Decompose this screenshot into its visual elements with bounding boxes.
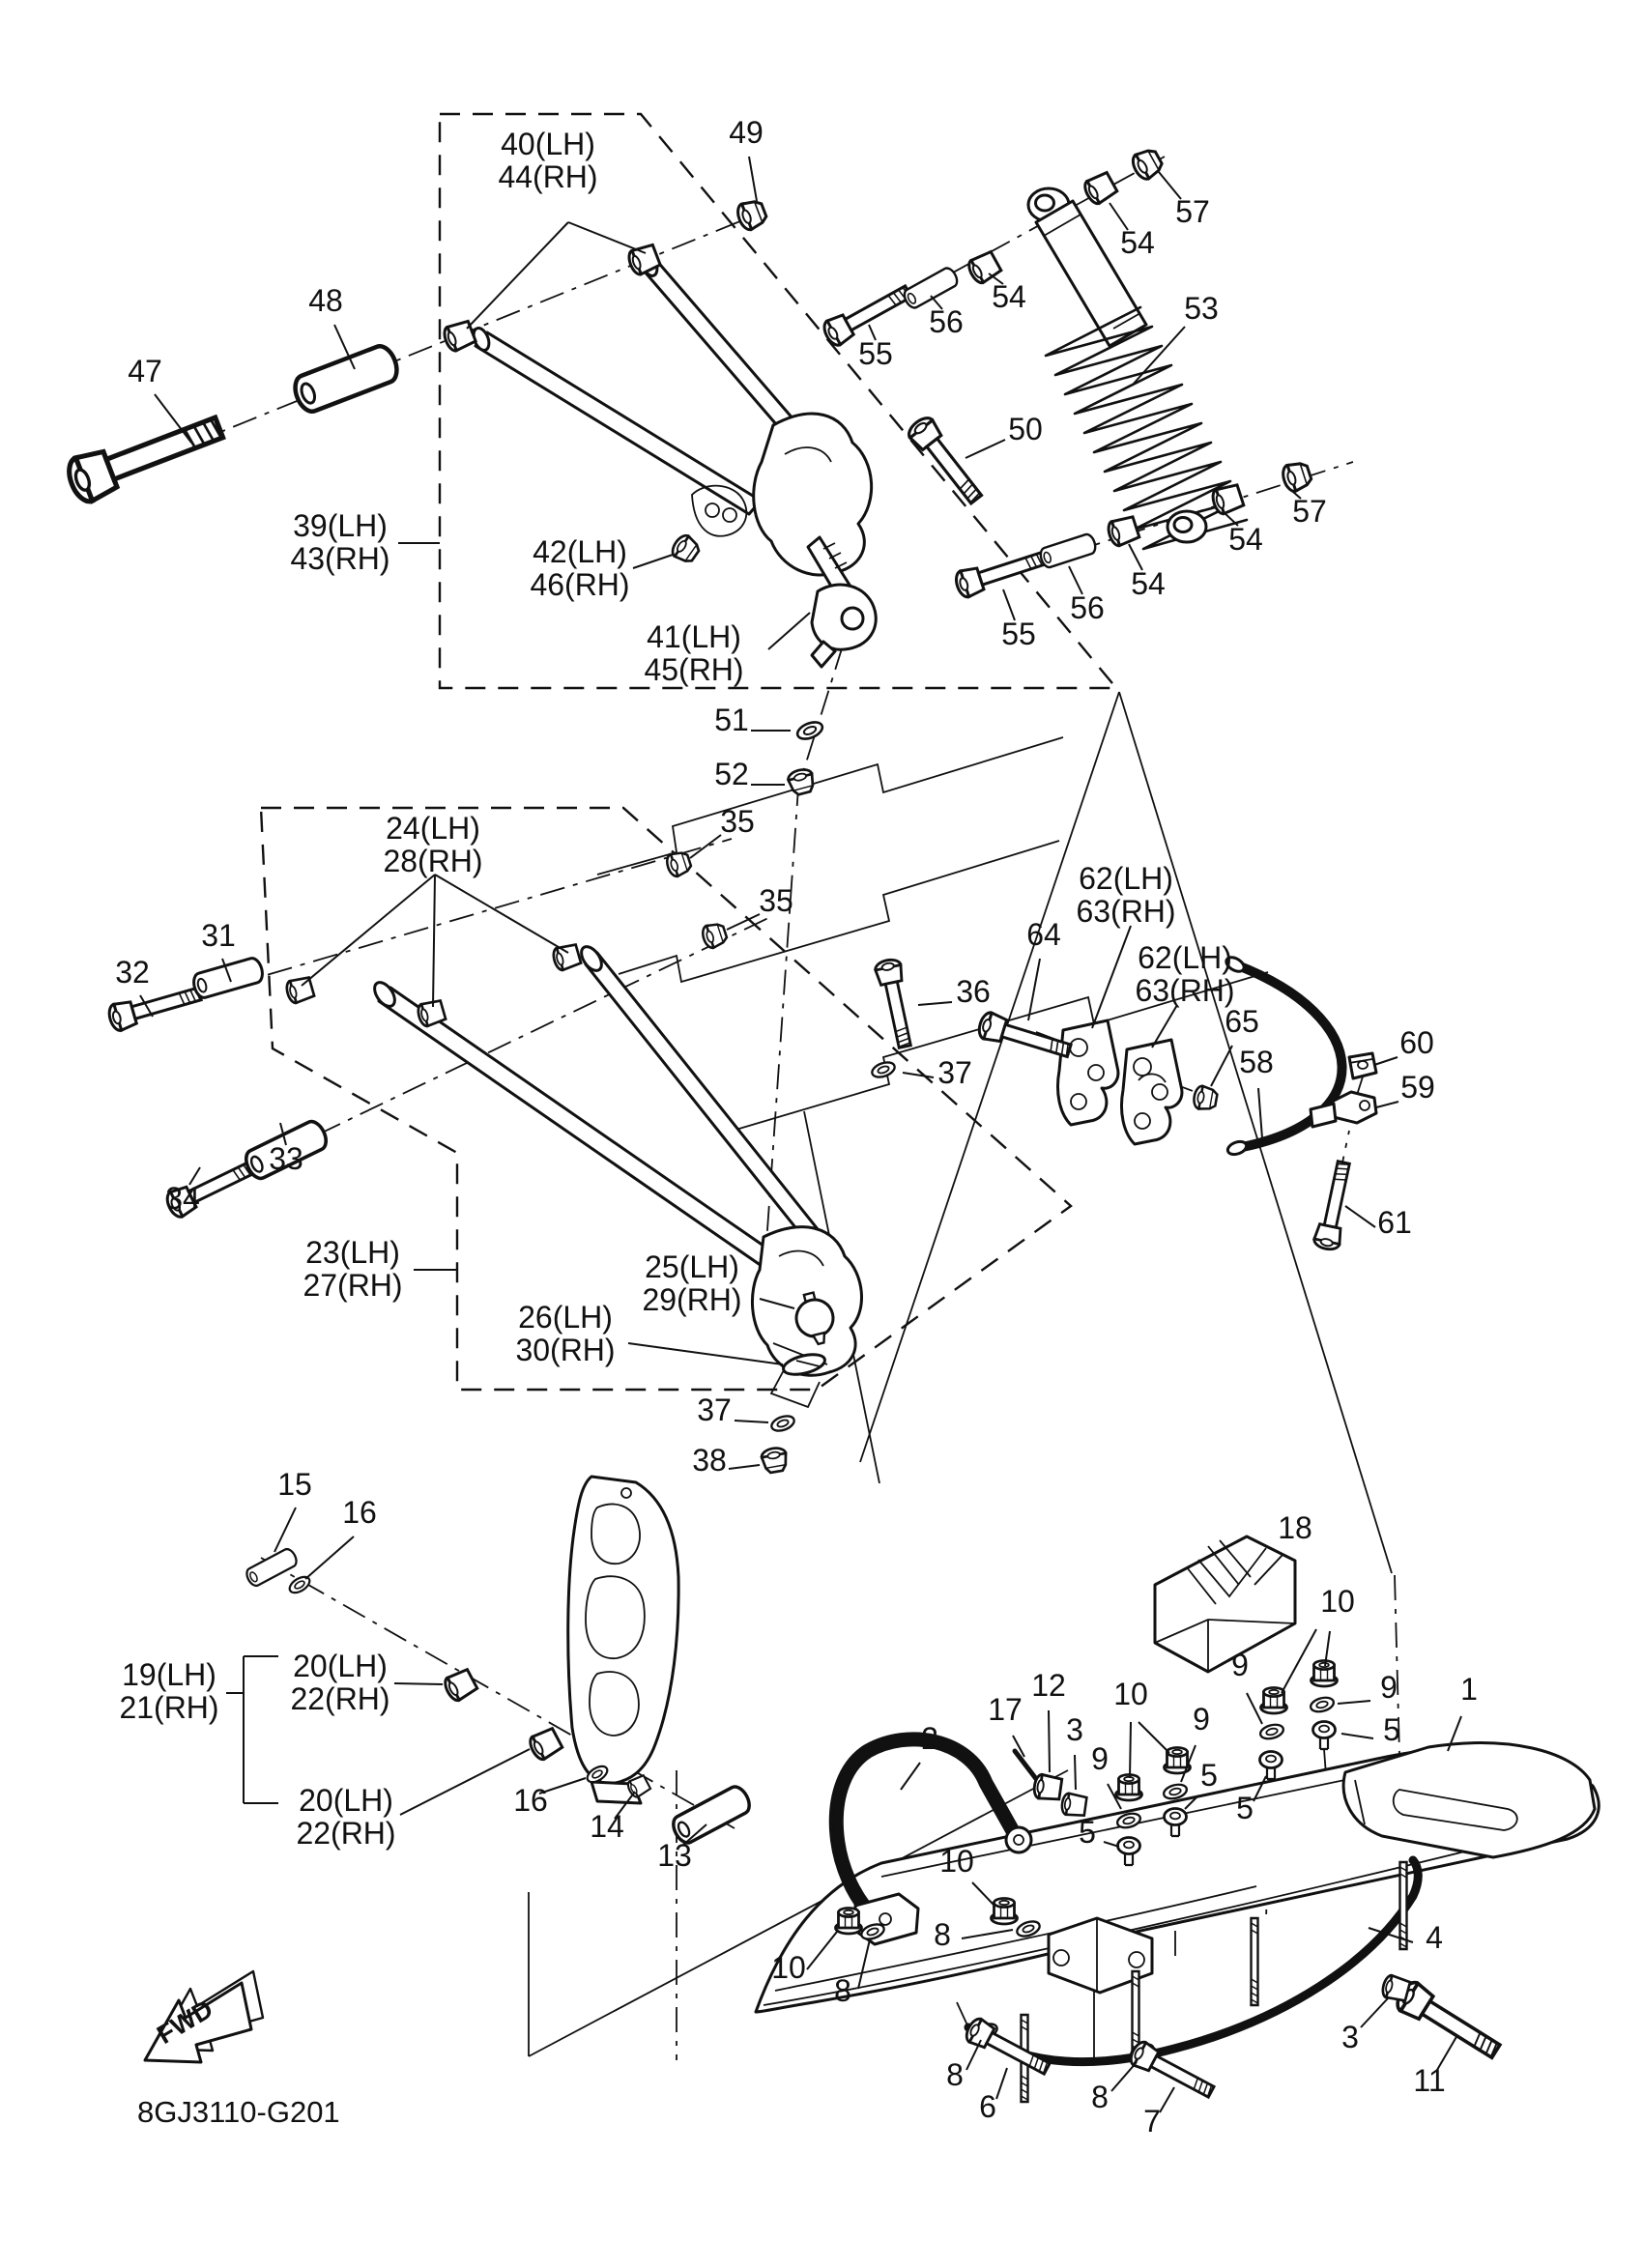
fwd-label: FWD — [152, 1994, 218, 2050]
callout-label-8d: 8 — [1091, 2080, 1109, 2114]
callout-leader — [394, 1683, 443, 1684]
callout-label-7: 7 — [1143, 2104, 1161, 2139]
callout-37b — [697, 1392, 768, 1427]
callout-label-10d: 10 — [771, 1950, 806, 1985]
callout-34 — [165, 1167, 200, 1216]
callout-label-15: 15 — [277, 1467, 312, 1502]
callout-label-6: 6 — [979, 2089, 996, 2124]
callout-3b — [1341, 1998, 1388, 2054]
callout-leader — [568, 222, 646, 253]
callout-leader — [690, 835, 721, 858]
callout-10b — [1113, 1677, 1169, 1778]
nut-52 — [787, 767, 817, 796]
callout-leader — [1092, 926, 1131, 1028]
callout-label-33: 33 — [269, 1141, 303, 1176]
callout-label-9c: 9 — [1091, 1741, 1109, 1776]
callout-64 — [1026, 917, 1061, 1020]
callout-label-11: 11 — [1413, 2063, 1446, 2098]
callout-60 — [1374, 1025, 1434, 1065]
callout-leader — [735, 1421, 768, 1422]
collar-56-lower — [1038, 532, 1097, 569]
callout-61 — [1345, 1205, 1412, 1240]
callout-leader — [400, 1749, 530, 1815]
callout-37a — [903, 1055, 972, 1090]
callout-label-54b: 54 — [1120, 225, 1155, 260]
bushing-12 — [1033, 1774, 1062, 1801]
callout-label-34: 34 — [165, 1181, 200, 1216]
callout-leader — [903, 1073, 934, 1077]
bushing-24-28-c — [552, 943, 582, 972]
callout-leader — [729, 1465, 760, 1469]
callout-42-46 — [530, 534, 673, 602]
callout-label-62-63b: 62(LH) 63(RH) — [1135, 940, 1235, 1008]
callout-label-20-22u: 20(LH) 22(RH) — [290, 1649, 390, 1716]
callout-label-24-28: 24(LH) 28(RH) — [383, 811, 483, 878]
callout-leader — [1374, 1057, 1398, 1065]
upper-a-arm — [471, 251, 876, 667]
callout-label-62-63a: 62(LH) 63(RH) — [1076, 861, 1176, 929]
callout-leader — [996, 2068, 1007, 2099]
nut-38 — [761, 1447, 789, 1474]
lower-a-arm — [370, 943, 861, 1474]
callout-label-35b: 35 — [759, 883, 793, 918]
bolt-61 — [1312, 1160, 1356, 1251]
callout-47 — [128, 354, 191, 443]
flange-nut-10-a — [1312, 1660, 1338, 1686]
bracket-59 — [1311, 1092, 1376, 1127]
lower-arm-pivot-hardware — [106, 849, 917, 1220]
callout-19-21 — [119, 1657, 244, 1725]
callout-9b — [1338, 1670, 1398, 1705]
nut-57-lower — [1281, 460, 1313, 494]
callout-label-19-21: 19(LH) 21(RH) — [119, 1657, 219, 1725]
callout-6 — [979, 2068, 1007, 2124]
callout-58 — [1239, 1045, 1274, 1138]
washer-9-b — [1259, 1722, 1285, 1740]
callout-label-1: 1 — [1460, 1672, 1478, 1707]
bolt-50 — [906, 414, 988, 508]
callout-49 — [729, 115, 764, 201]
callout-leader — [1160, 2087, 1174, 2112]
callout-label-14: 14 — [590, 1809, 624, 1844]
callout-label-20-22l: 20(LH) 22(RH) — [296, 1783, 396, 1851]
stud-4 — [1400, 1862, 1407, 1949]
callout-54b — [1110, 203, 1155, 260]
push-nut-35-b — [701, 921, 729, 950]
nut-49 — [735, 197, 768, 232]
callout-leader — [727, 914, 760, 930]
callout-label-38: 38 — [692, 1443, 727, 1478]
callout-label-8c: 8 — [946, 2057, 964, 2092]
callout-label-12: 12 — [1031, 1668, 1066, 1703]
callout-label-5d: 5 — [1079, 1815, 1096, 1850]
callout-leader — [966, 440, 1005, 458]
callout-label-32: 32 — [115, 955, 150, 990]
callout-label-8a: 8 — [934, 1917, 951, 1952]
callout-label-48: 48 — [308, 283, 343, 318]
callout-17 — [988, 1692, 1024, 1757]
callout-40-44 — [467, 127, 646, 329]
callout-3a — [1066, 1712, 1083, 1790]
callout-label-54d: 54 — [1228, 522, 1263, 557]
flange-nut-10-f — [836, 1908, 862, 1934]
callout-59 — [1376, 1070, 1435, 1107]
callout-label-52: 52 — [714, 757, 749, 791]
callout-leader — [749, 157, 757, 201]
callout-24-28 — [302, 811, 568, 1007]
callout-label-31: 31 — [201, 918, 236, 953]
nut-42-46 — [669, 532, 702, 566]
callout-55a — [858, 325, 893, 371]
callout-label-17: 17 — [988, 1692, 1023, 1727]
nut-57-upper — [1129, 146, 1165, 183]
callout-label-16a: 16 — [342, 1495, 377, 1530]
callout-leader — [274, 1507, 296, 1552]
callout-57a — [1159, 172, 1210, 229]
callout-label-5c: 5 — [1236, 1791, 1254, 1825]
callout-leader — [1211, 1046, 1232, 1086]
callout-36 — [918, 974, 991, 1009]
callout-leader — [1049, 1710, 1050, 1772]
callout-label-4: 4 — [1426, 1920, 1443, 1955]
callout-56b — [1069, 566, 1105, 625]
callout-leader — [1341, 1734, 1373, 1738]
washer-37-lower — [769, 1414, 795, 1434]
callout-leader — [628, 1343, 783, 1364]
callout-9c — [1091, 1741, 1121, 1809]
callout-label-10a: 10 — [1320, 1584, 1355, 1619]
callout-label-56b: 56 — [1070, 590, 1105, 625]
callout-label-35a: 35 — [720, 804, 755, 839]
callout-50 — [966, 412, 1043, 458]
callout-35a — [690, 804, 755, 858]
callout-leader — [302, 875, 435, 986]
callout-label-55b: 55 — [1001, 617, 1036, 651]
callout-label-26-30: 26(LH) 30(RH) — [515, 1300, 616, 1367]
washer-9-a — [1310, 1695, 1336, 1713]
screw-5-b — [1260, 1752, 1283, 1780]
callout-label-59: 59 — [1400, 1070, 1435, 1105]
callout-label-10c: 10 — [939, 1844, 974, 1879]
callout-55b — [1001, 589, 1036, 651]
callout-leader — [1139, 1722, 1169, 1753]
callout-8c — [946, 2040, 981, 2092]
callout-leader — [768, 613, 810, 649]
callout-label-5b: 5 — [1200, 1758, 1218, 1793]
callout-48 — [308, 283, 355, 369]
collar-3-lower — [1381, 1974, 1411, 2002]
callout-leader — [435, 875, 568, 953]
callout-23-27 — [303, 1235, 456, 1303]
flange-nut-10-e — [992, 1898, 1018, 1924]
callout-label-41-45: 41(LH) 45(RH) — [644, 619, 744, 687]
callout-label-40-44: 40(LH) 44(RH) — [498, 127, 598, 194]
callout-leader — [1258, 1088, 1262, 1138]
washer-37-upper — [870, 1060, 896, 1080]
callout-label-47: 47 — [128, 354, 162, 388]
callout-8d — [1091, 2062, 1137, 2114]
bolt-64 — [976, 1011, 1073, 1064]
callout-label-64: 64 — [1026, 917, 1061, 952]
callout-label-50: 50 — [1008, 412, 1043, 446]
callout-9a — [1231, 1648, 1262, 1724]
callout-label-56a: 56 — [929, 304, 964, 339]
collar-3-upper — [1061, 1793, 1087, 1817]
nut-65 — [1193, 1085, 1219, 1111]
callout-leader — [467, 222, 568, 329]
callout-41-45 — [644, 613, 810, 687]
callout-53 — [1133, 291, 1219, 385]
callout-54c — [1129, 544, 1166, 601]
callout-label-3a: 3 — [1066, 1712, 1083, 1747]
callout-label-5a: 5 — [1383, 1712, 1400, 1747]
stud-3 — [1252, 1918, 1258, 2005]
callout-leader — [1111, 2062, 1137, 2091]
screw-5-a — [1313, 1722, 1336, 1750]
callout-label-54c: 54 — [1131, 566, 1166, 601]
callout-leader — [1075, 1755, 1076, 1790]
callout-label-57a: 57 — [1175, 194, 1210, 229]
callout-leader — [901, 1763, 920, 1790]
callout-7 — [1143, 2087, 1174, 2139]
callout-51 — [714, 703, 791, 737]
callout-57b — [1285, 485, 1327, 529]
callout-label-18: 18 — [1278, 1510, 1312, 1545]
upper-arm-pivot-hardware — [64, 197, 825, 796]
collar-31 — [191, 957, 265, 1000]
bushing-20-22-upper — [442, 1668, 477, 1703]
callout-label-58: 58 — [1239, 1045, 1274, 1079]
callout-leader — [633, 555, 673, 568]
callout-leader — [1345, 1206, 1375, 1227]
ski-assembly — [756, 1536, 1599, 2103]
callout-leader — [1376, 1102, 1398, 1107]
bushing-24-28-a — [285, 976, 315, 1005]
callout-label-9b: 9 — [1380, 1670, 1398, 1705]
callout-label-36: 36 — [956, 974, 991, 1009]
callout-20-22u — [290, 1649, 443, 1716]
callout-label-23-27: 23(LH) 27(RH) — [303, 1235, 403, 1303]
bushing-54-upper-b — [1081, 171, 1118, 207]
callout-12 — [1031, 1668, 1066, 1772]
bushing-54-lower-a — [1106, 515, 1139, 548]
bracket-19-21-lines — [244, 1656, 278, 1803]
callout-label-57b: 57 — [1292, 494, 1327, 529]
callout-54d — [1224, 512, 1263, 557]
callout-label-16b: 16 — [513, 1783, 548, 1818]
callout-15 — [274, 1467, 312, 1552]
callout-label-37a: 37 — [937, 1055, 972, 1090]
collar-15 — [245, 1547, 300, 1589]
square-nut-60 — [1349, 1053, 1376, 1078]
callout-label-8b: 8 — [834, 1973, 851, 2008]
callout-leader — [1130, 1722, 1131, 1778]
callout-52 — [714, 757, 785, 791]
callout-label-3b: 3 — [1341, 2020, 1359, 2054]
callout-label-53: 53 — [1184, 291, 1219, 326]
callout-label-51: 51 — [714, 703, 749, 737]
callout-label-9d: 9 — [1193, 1702, 1210, 1737]
callout-leader — [1361, 1998, 1388, 2027]
callout-39-43 — [290, 508, 440, 576]
callout-5a — [1341, 1712, 1400, 1747]
callout-label-49: 49 — [729, 115, 764, 150]
bolt-47 — [64, 406, 227, 505]
callout-label-54a: 54 — [992, 279, 1026, 314]
callout-label-61: 61 — [1377, 1205, 1412, 1240]
callout-16a — [305, 1495, 377, 1579]
flange-nut-10-d — [1116, 1774, 1142, 1800]
callout-label-2: 2 — [921, 1721, 938, 1756]
bushing-20-22-lower — [527, 1727, 562, 1762]
callout-label-13: 13 — [657, 1838, 692, 1873]
callout-label-55a: 55 — [858, 336, 893, 371]
callout-label-60: 60 — [1399, 1025, 1434, 1060]
callout-38 — [692, 1443, 760, 1478]
callout-leader — [918, 1002, 952, 1005]
callout-label-37b: 37 — [697, 1392, 732, 1427]
callout-label-65: 65 — [1225, 1004, 1259, 1039]
washer-51 — [795, 719, 825, 742]
bolt-55-lower — [953, 545, 1050, 599]
callout-label-10b: 10 — [1113, 1677, 1148, 1711]
callout-label-42-46: 42(LH) 46(RH) — [530, 534, 630, 602]
callout-leader — [305, 1536, 354, 1579]
collar-48 — [291, 342, 402, 415]
callout-leader — [1338, 1701, 1370, 1704]
callout-20-22l — [296, 1749, 530, 1851]
callout-leader — [433, 875, 435, 1007]
callout-16b — [513, 1778, 586, 1818]
callout-62-63b — [1135, 940, 1234, 1048]
callout-56a — [929, 296, 964, 339]
callout-2 — [901, 1721, 938, 1790]
callout-1 — [1448, 1672, 1478, 1751]
fwd-marker — [145, 1971, 263, 2062]
callout-11 — [1413, 2035, 1457, 2098]
collar-13 — [669, 1783, 753, 1846]
callout-label-9a: 9 — [1231, 1648, 1249, 1682]
callout-54a — [989, 273, 1026, 314]
damper-block-18 — [1155, 1536, 1295, 1672]
callout-label-25-29: 25(LH) 29(RH) — [642, 1249, 742, 1317]
drawing-code: 8GJ3110-G201 — [137, 2095, 340, 2129]
callout-label-39-43: 39(LH) 43(RH) — [290, 508, 390, 576]
